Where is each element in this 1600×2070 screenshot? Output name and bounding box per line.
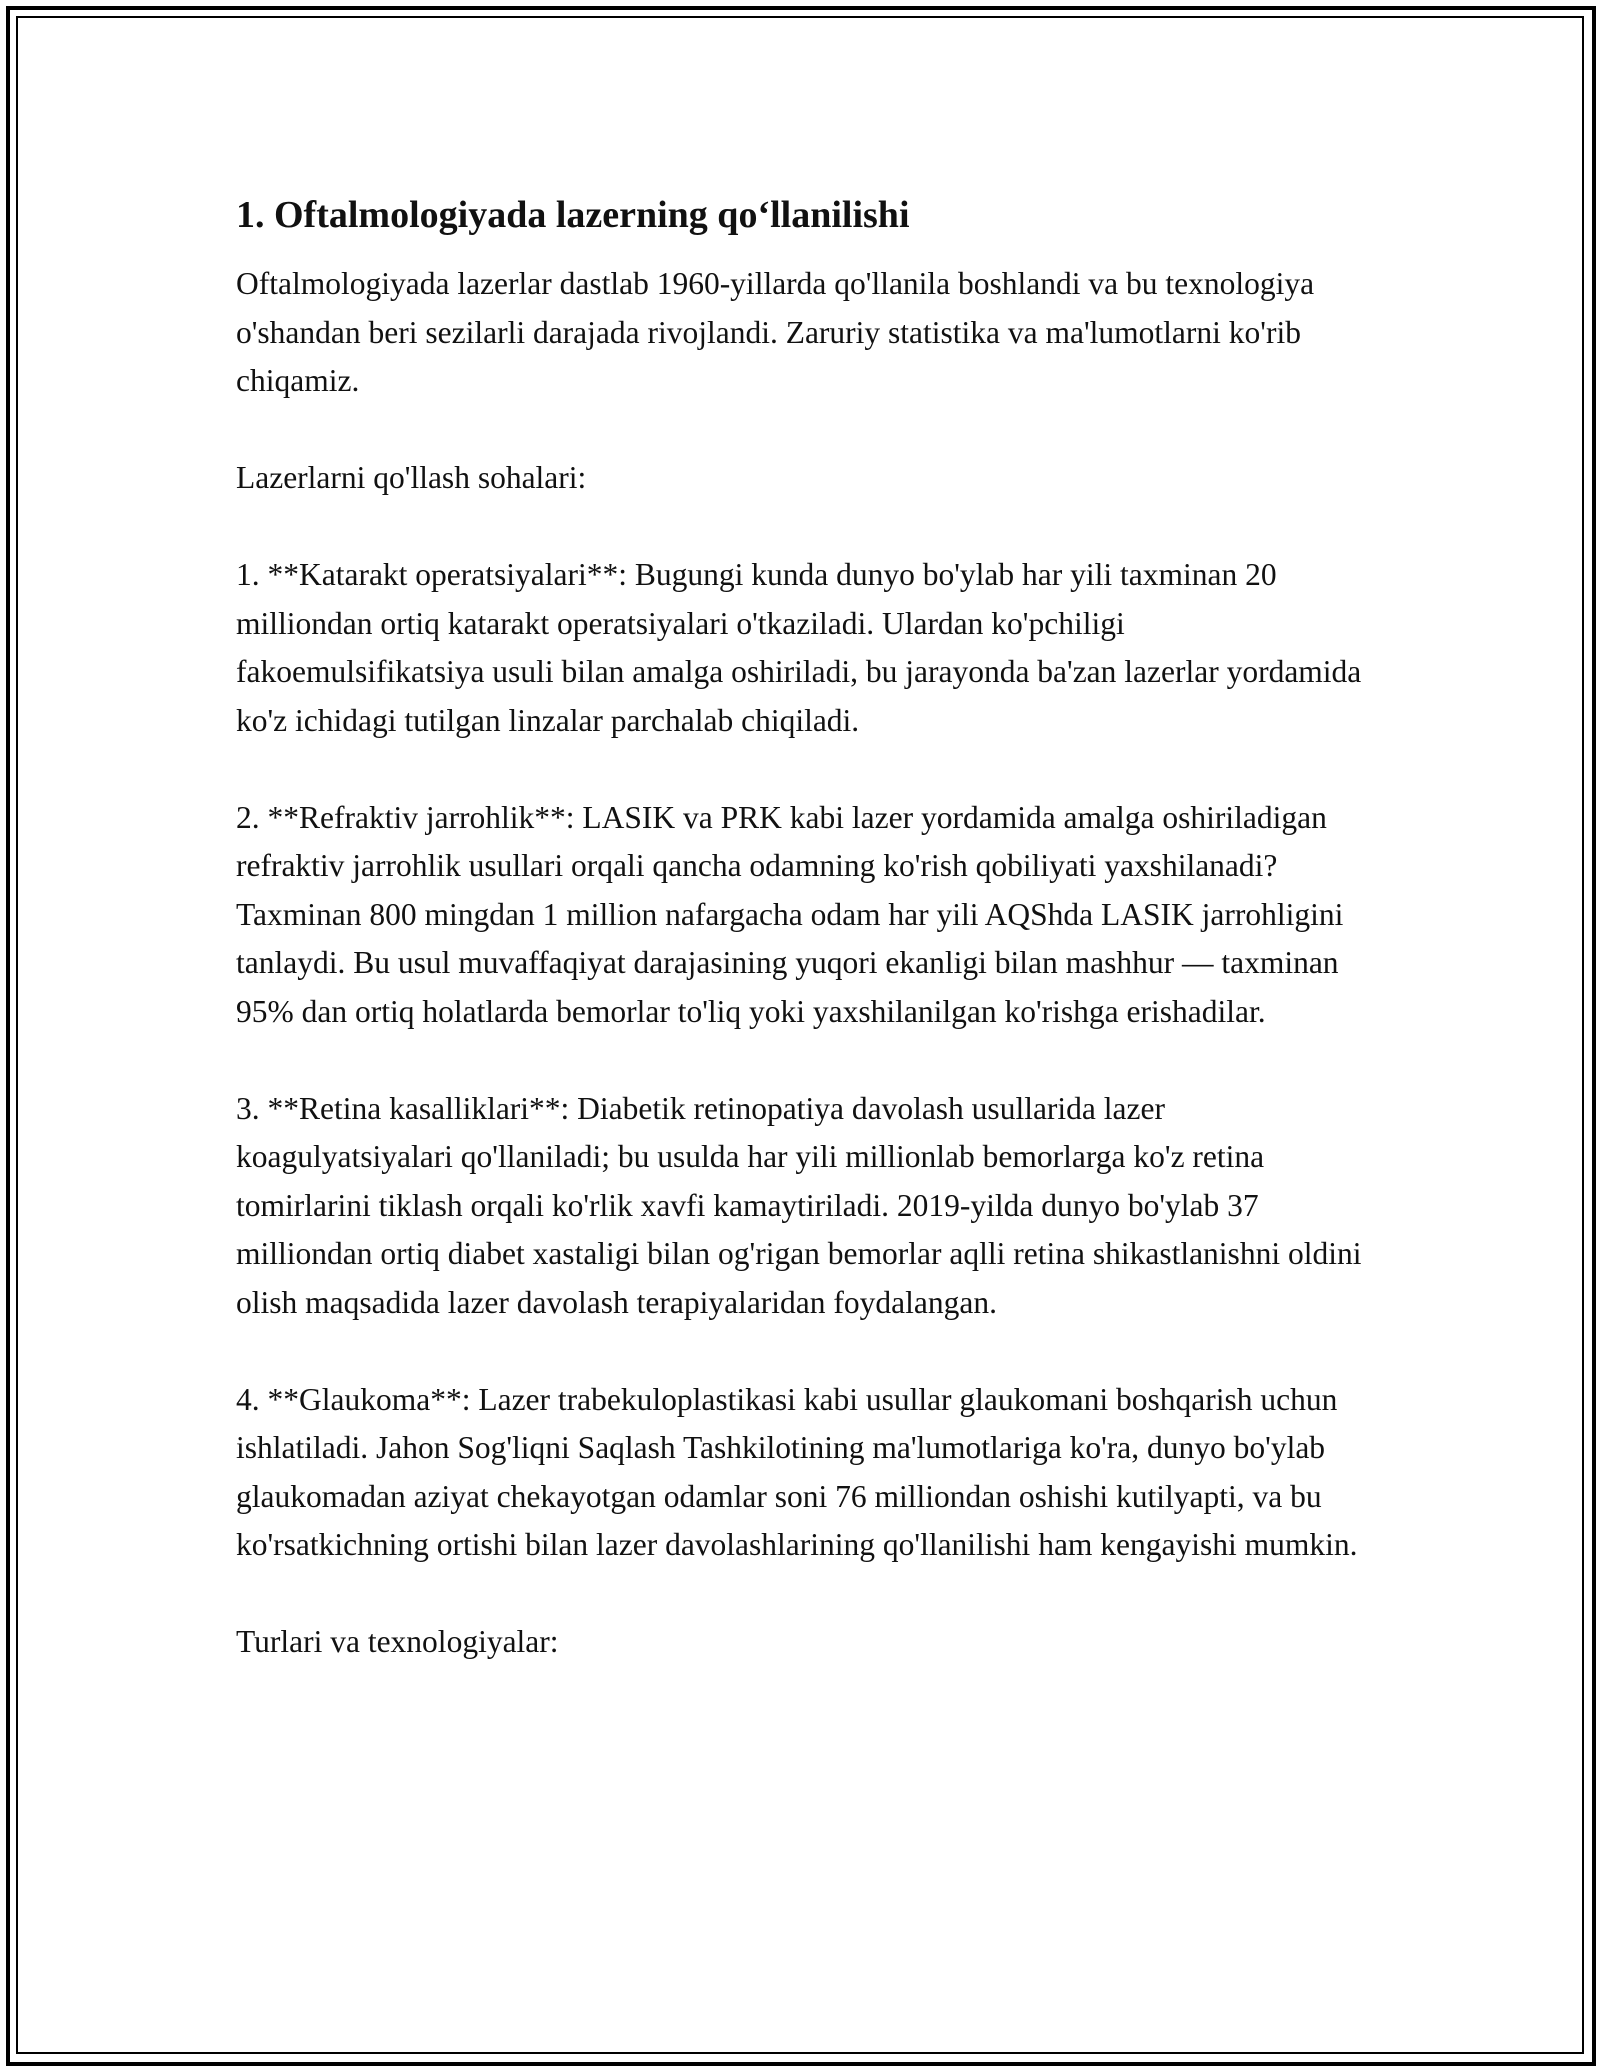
item-glaucoma: 4. **Glaukoma**: Lazer trabekuloplastikasi kabi usullar glaukomani boshqarish uchun ishlatiladi. Jahon Sog'liqni Saqlash Tashkilotining ma'lumotlariga ko'ra, dunyo bo'ylab glaukomadan aziyat chekayotgan odamlar soni 76 milliondan oshishi kutilyapti, va bu ko'rsatkichning ortishi bilan lazer davolashlarining qo'llanilishi ham kengayishi mumkin. — [236, 1381, 1358, 1562]
item-retina-diseases: 3. **Retina kasalliklari**: Diabetik retinopatiya davolash usullarida lazer koagulyatsiyalari qo'llaniladi; bu usulda har yili millionlab bemorlarga ko'z retina tomirlarini tiklash orqali ko'rlik xavfi kamaytiriladi. 2019-yilda dunyo bo'ylab 37 milliondan ortiq diabet xastaligi bilan og'rigan bemorlar aqlli retina shikastlanishni oldini olish maqsadida lazer davolash terapiyalaridan foydalangan. — [236, 1090, 1370, 1320]
intro-paragraph: Oftalmologiyada lazerlar dastlab 1960-yillarda qo'llanila boshlandi va bu texnologiya o'shandan beri sezilarli darajada rivojlandi. Zaruriy statistika va ma'lumotlarni ko'rib chiqamiz. — [236, 266, 1322, 398]
item-cataract: 1. **Katarakt operatsiyalari**: Bugungi kunda dunyo bo'ylab har yili taxminan 20 milliondan ortiq katarakt operatsiyalari o'tkaziladi. Ulardan ko'pchiligi fakoemulsifikatsiya usuli bilan amalga oshiriladi, bu jarayonda ba'zan lazerlar yordamida ko'z ichidagi tutilgan linzalar parchalab chiqiladi. — [236, 557, 1370, 738]
types-subheading: Turlari va texnologiyalar: — [236, 1624, 559, 1659]
item-refractive-surgery: 2. **Refraktiv jarrohlik**: LASIK va PRK kabi lazer yordamida amalga oshiriladigan refraktiv jarrohlik usullari orqali qancha odamning ko'rish qobiliyati yaxshilanadi? Taxminan 800 mingdan 1 million nafargacha odam har yili AQShda LASIK jarrohligini tanlaydi. Bu usul muvaffaqiyat darajasining yuqori ekanligi bilan mashhur — taxminan 95% dan ortiq holatlarda bemorlar to'liq yoki yaxshilanilgan ko'rishga erishadilar. — [236, 799, 1352, 1029]
document-body — [236, 186, 1370, 1715]
applications-subheading: Lazerlarni qo'llash sohalari: — [236, 460, 587, 495]
section-heading: 1. Oftalmologiyada lazerning qo‘llanilishi — [236, 194, 910, 236]
